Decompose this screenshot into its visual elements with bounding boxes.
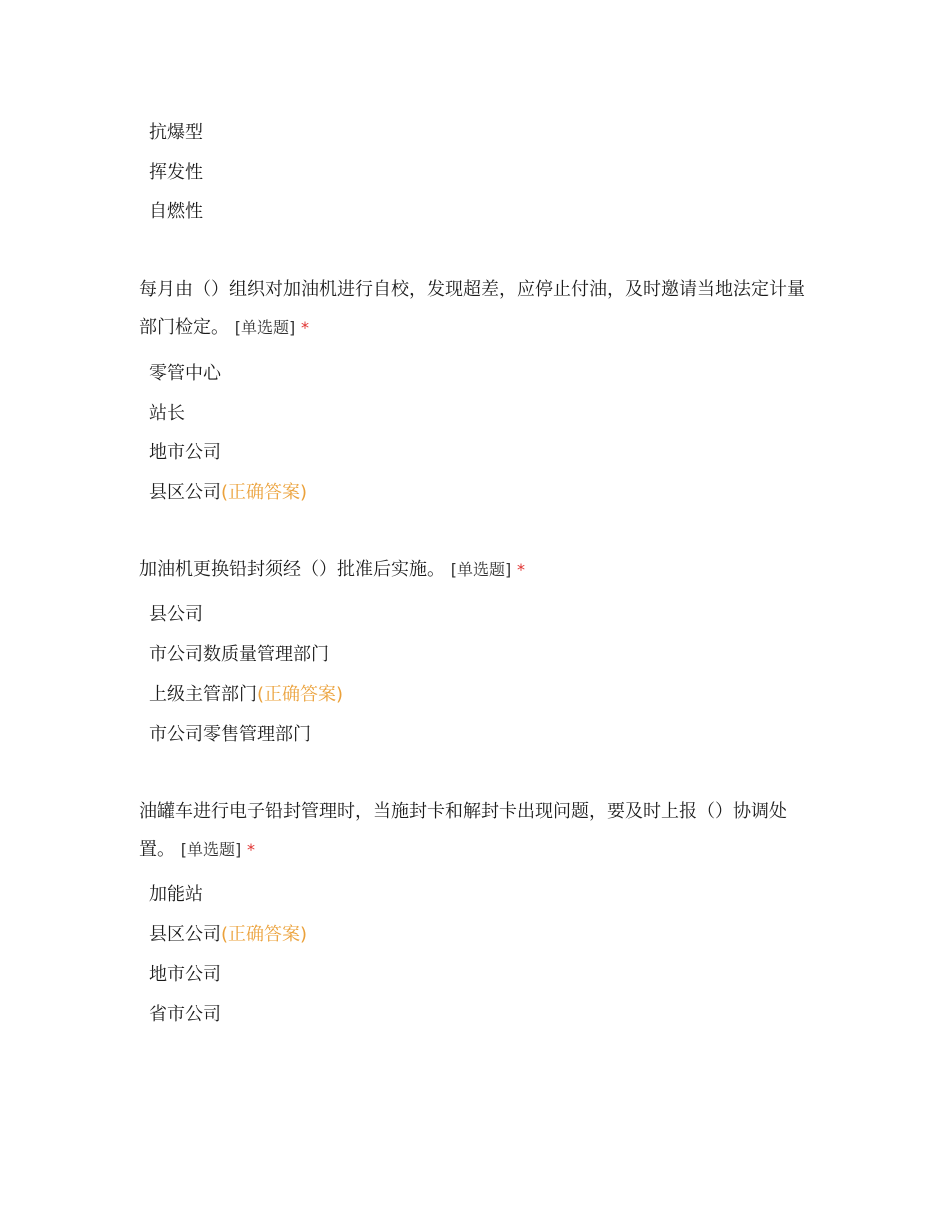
option-label: 县区公司 [149,924,221,945]
option[interactable]: 自燃性 [149,201,203,222]
option-label: 县公司 [149,604,203,625]
option[interactable] [149,963,221,987]
option-label: 上级主管部门 [149,684,257,705]
correct-answer-note: (正确答案) [257,684,344,705]
question-text [139,793,819,869]
option[interactable]: 挥发性 [149,162,203,183]
option-label: 市公司数质量管理部门 [149,644,329,665]
option-label: 站长 [149,403,185,424]
required-mark: * [516,560,525,579]
option[interactable] [149,603,203,627]
required-mark: * [246,840,255,859]
option[interactable] [149,1003,221,1027]
required-mark: * [300,318,309,337]
option[interactable] [149,362,221,386]
option[interactable] [149,923,307,947]
option-label: 零管中心 [149,363,221,384]
option[interactable]: 抗爆型 [149,122,203,143]
option-label: 省市公司 [149,1004,221,1025]
question-title: 油罐车进行电子铅封管理时，当施封卡和解封卡出现问题，要及时上报（）协调处置。 [139,801,787,860]
correct-answer-note: (正确答案) [221,924,308,945]
option-label: 地市公司 [149,442,221,463]
question-type-tag: [单选题] [180,840,242,859]
correct-answer-note: (正确答案) [221,482,308,503]
option[interactable] [149,643,329,667]
question-type-tag: [单选题] [234,318,296,337]
question-title: 加油机更换铅封须经（）批准后实施。 [139,559,445,580]
option-label: 县区公司 [149,482,221,503]
option[interactable] [149,402,185,426]
option[interactable] [149,883,203,907]
option-label: 地市公司 [149,964,221,985]
option[interactable] [149,723,311,747]
question-text [139,271,819,347]
option[interactable] [149,683,343,707]
option-label: 市公司零售管理部门 [149,724,311,745]
option[interactable] [149,481,307,505]
option[interactable] [149,441,221,465]
question-title: 每月由（）组织对加油机进行自校，发现超差，应停止付油，及时邀请当地法定计量部门检定。 [139,279,805,338]
option-label: 加能站 [149,884,203,905]
question-type-tag: [单选题] [450,560,512,579]
question-text [139,551,819,589]
